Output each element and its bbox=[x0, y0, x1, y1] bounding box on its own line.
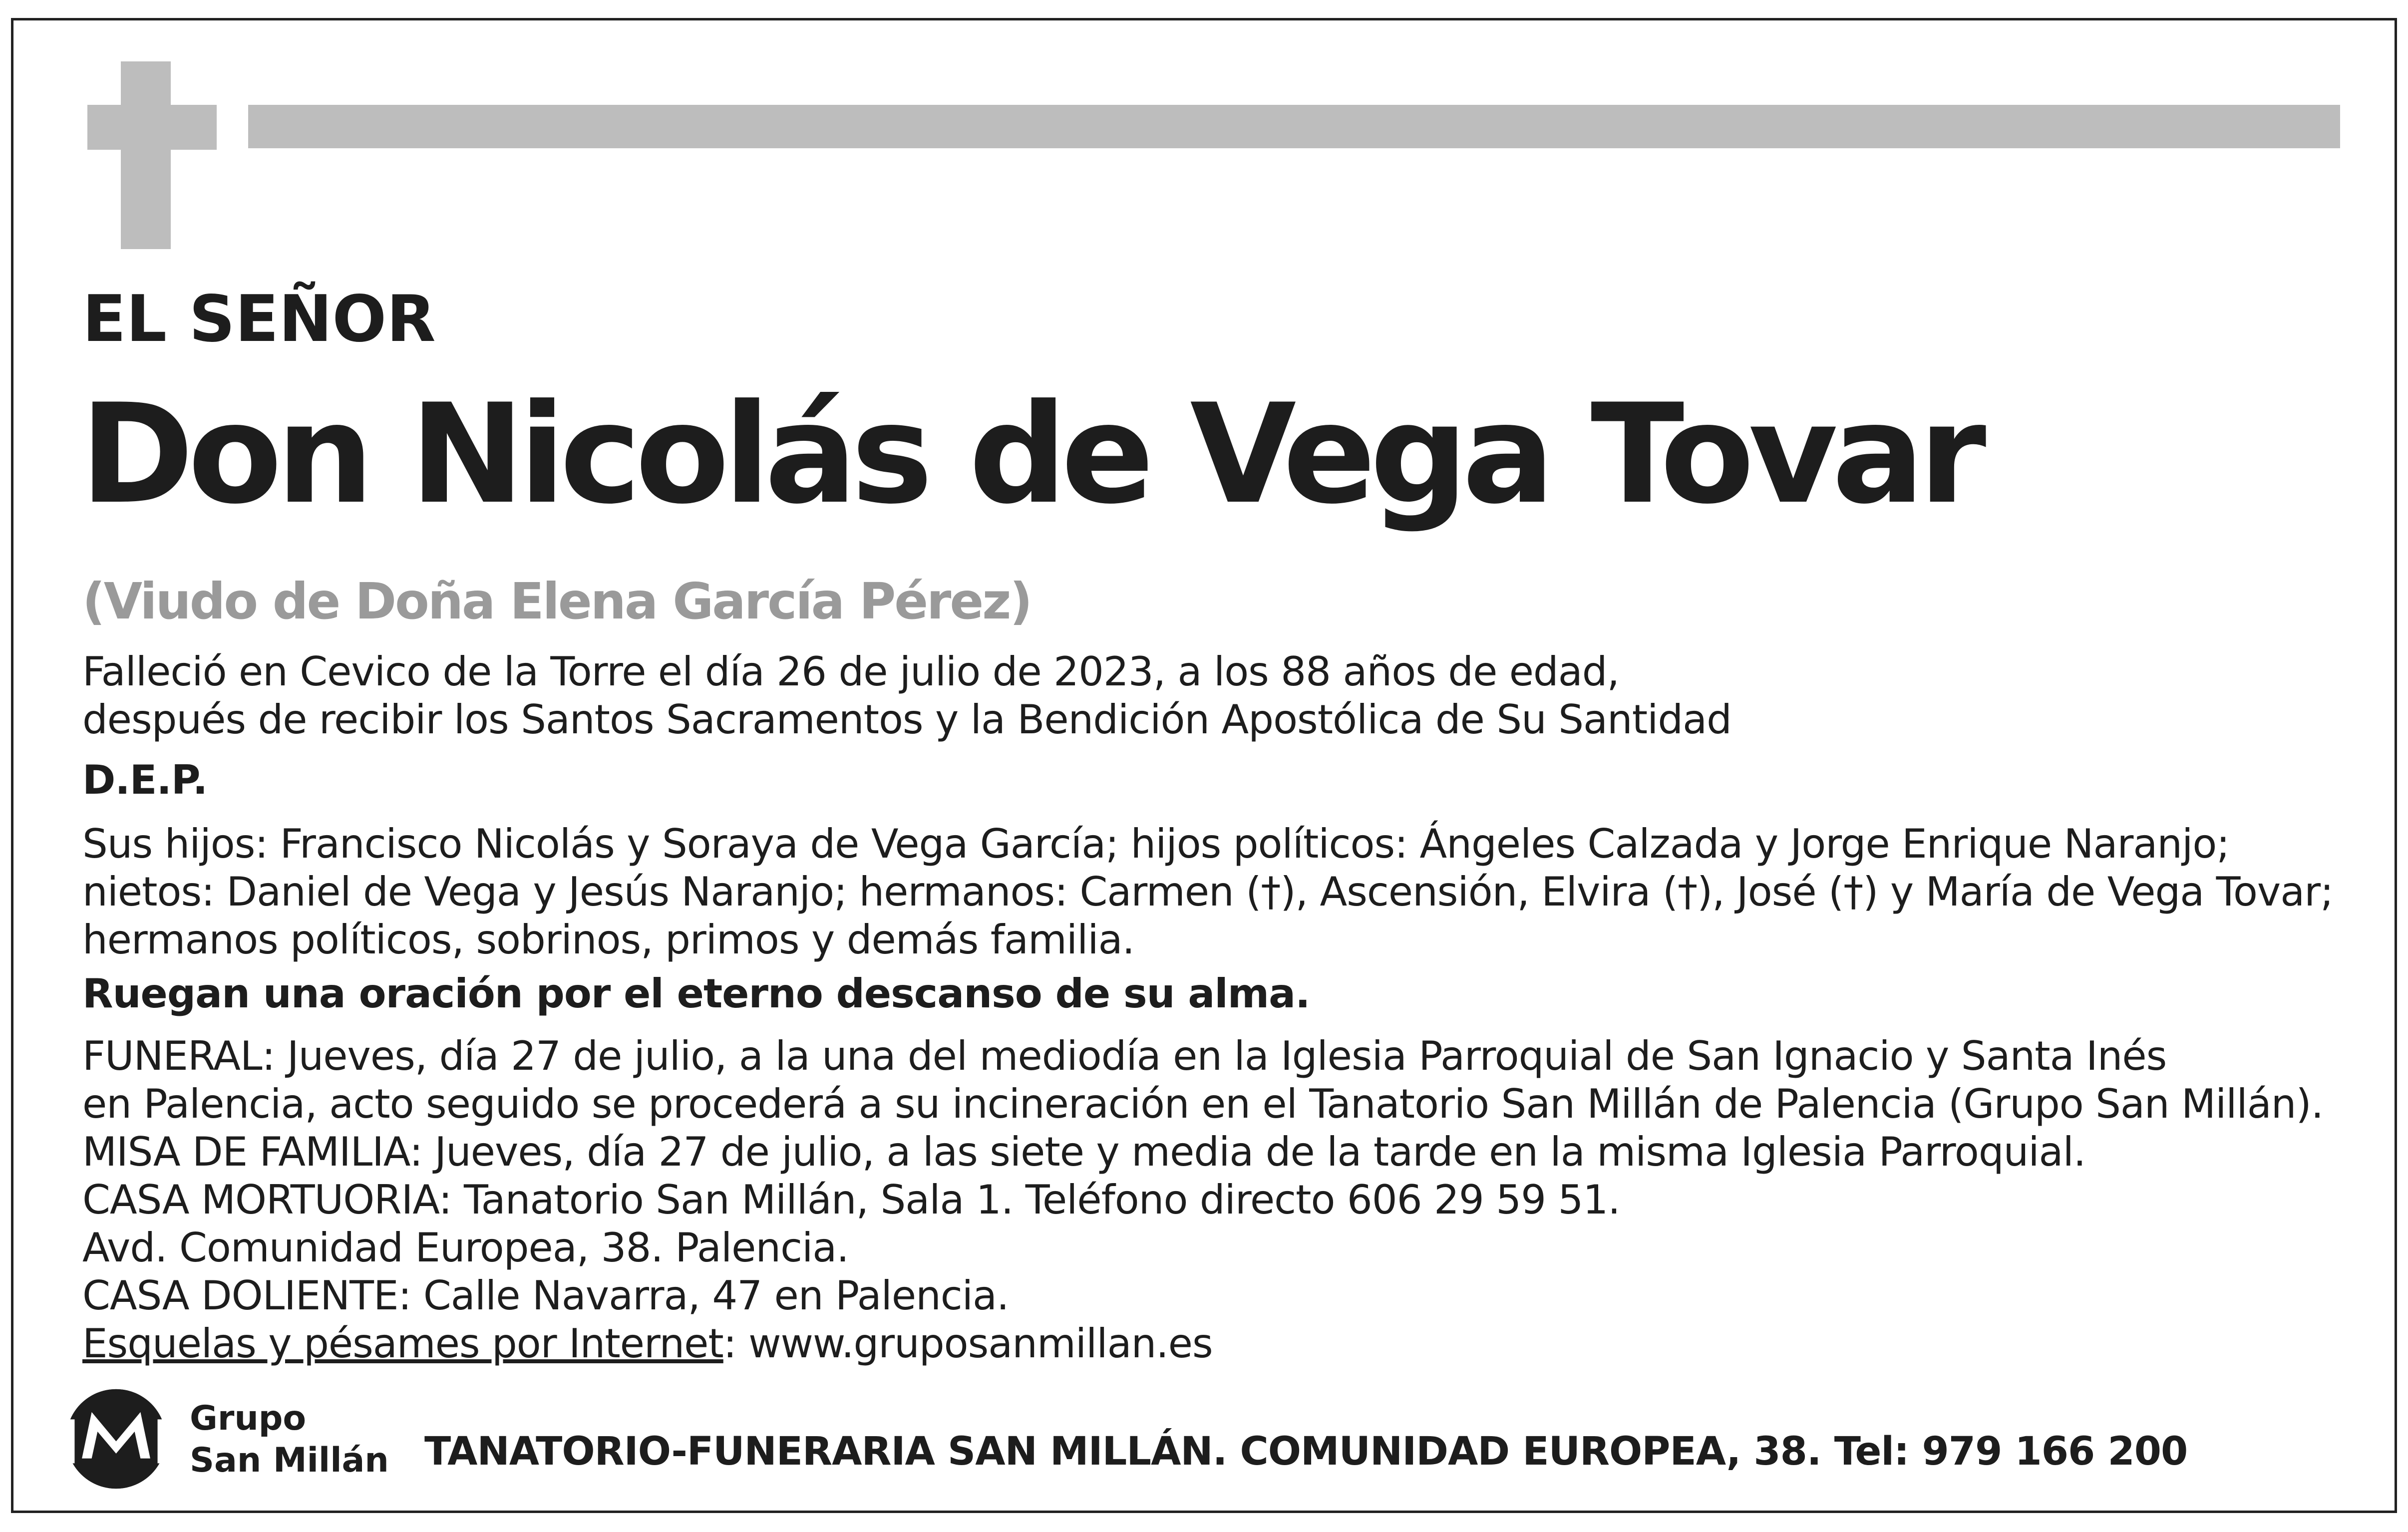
funeral-line: CASA DOLIENTE: Calle Navarra, 47 en Palencia. bbox=[82, 1272, 1009, 1319]
internet-line bbox=[82, 1320, 2323, 1368]
deceased-name: Don Nicolás de Vega Tovar bbox=[80, 374, 1981, 534]
death-line: después de recibir los Santos Sacramentos y la Bendición Apostólica de Su Santidad bbox=[82, 696, 1731, 743]
family-line: nietos: Daniel de Vega y Jesús Naranjo; hermanos: Carmen (†), Ascensión, Elvira (†), José (†) y María de Vega Tovar; bbox=[82, 869, 2334, 915]
death-details bbox=[82, 648, 1731, 744]
cross-icon-vertical bbox=[121, 61, 171, 249]
death-line: Falleció en Cevico de la Torre el día 26 de julio de 2023, a los 88 años de edad, bbox=[82, 648, 1619, 695]
funeral-details bbox=[82, 1032, 2323, 1368]
family-list bbox=[82, 820, 2333, 964]
logo-line1: Grupo bbox=[190, 1399, 307, 1438]
logo-line2: San Millán bbox=[190, 1441, 389, 1480]
prayer-block bbox=[82, 970, 1310, 1018]
honorific: EL SEÑOR bbox=[82, 282, 436, 356]
funeral-line: MISA DE FAMILIA: Jueves, día 27 de julio, a las siete y media de la tarde en la misma Iglesia Parroquial. bbox=[82, 1129, 2086, 1175]
widow-of: (Viudo de Doña Elena García Pérez) bbox=[82, 572, 1032, 630]
funeral-line: FUNERAL: Jueves, día 27 de julio, a la una del mediodía en la Iglesia Parroquial de San Ignacio y Santa Inés bbox=[82, 1033, 2167, 1079]
internet-url[interactable]: www.gruposanmillan.es bbox=[736, 1320, 1213, 1367]
footer-contact: TANATORIO-FUNERARIA SAN MILLÁN. COMUNIDAD EUROPEA, 38. Tel: 979 166 200 bbox=[424, 1429, 2188, 1474]
grupo-san-millan-logo-icon bbox=[62, 1385, 170, 1493]
funeral-line: en Palencia, acto seguido se procederá a su incineración en el Tanatorio San Millán de Palencia (Grupo San Millán). bbox=[82, 1081, 2324, 1127]
logo-wordmark bbox=[190, 1398, 389, 1482]
cross-icon-horizontal bbox=[87, 105, 217, 150]
dep-label: D.E.P. bbox=[82, 757, 208, 803]
funeral-line: Avd. Comunidad Europea, 38. Palencia. bbox=[82, 1225, 849, 1271]
dep-block bbox=[82, 756, 207, 804]
family-line: Sus hijos: Francisco Nicolás y Soraya de Vega García; hijos políticos: Ángeles Calzada y Jorge Enrique Naranjo; bbox=[82, 821, 2230, 867]
internet-sep: : bbox=[723, 1320, 736, 1367]
prayer-text: Ruegan una oración por el eterno descanso de su alma. bbox=[82, 970, 1310, 1017]
internet-link-label[interactable]: Esquelas y pésames por Internet bbox=[82, 1320, 723, 1367]
header-bar bbox=[248, 105, 2340, 148]
family-line: hermanos políticos, sobrinos, primos y demás familia. bbox=[82, 917, 1135, 963]
funeral-line: CASA MORTUORIA: Tanatorio San Millán, Sala 1. Teléfono directo 606 29 59 51. bbox=[82, 1177, 1620, 1223]
